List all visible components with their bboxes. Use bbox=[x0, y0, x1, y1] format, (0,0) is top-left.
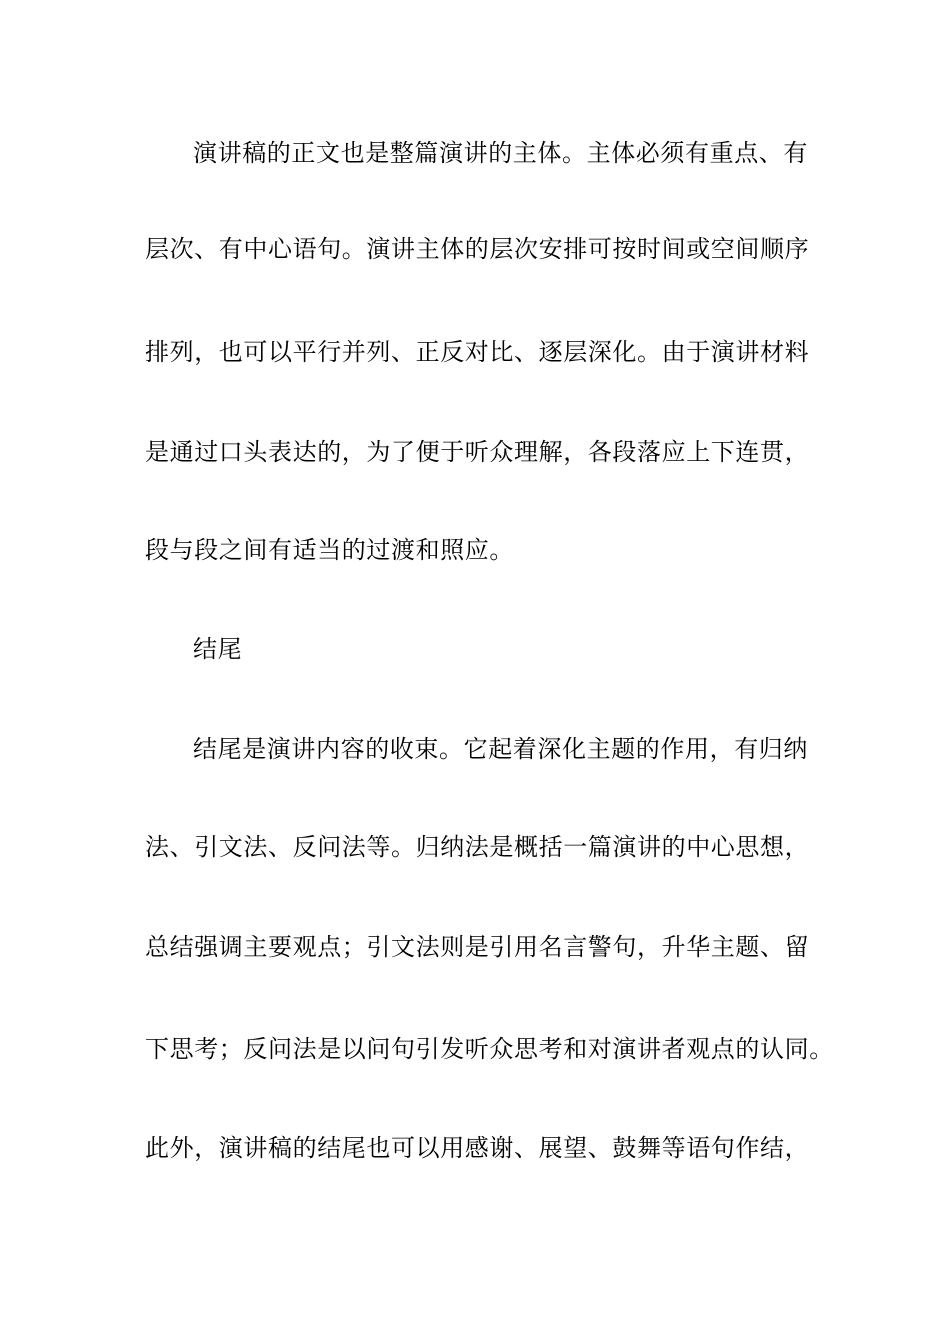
paragraph-body-line-4: 是通过口头表达的，为了便于听众理解，各段落应上下连贯， bbox=[145, 438, 810, 466]
paragraph-ending-line-4: 下思考；反问法是以问句引发听众思考和对演讲者观点的认同。 bbox=[145, 1035, 834, 1063]
paragraph-body-line-3: 排列，也可以平行并列、正反对比、逐层深化。由于演讲材料 bbox=[145, 338, 810, 366]
paragraph-ending-line-2: 法、引文法、反问法等。归纳法是概括一篇演讲的中心思想， bbox=[145, 833, 810, 861]
paragraph-body-line-1: 演讲稿的正文也是整篇演讲的主体。主体必须有重点、有 bbox=[193, 139, 808, 167]
paragraph-ending-line-5: 此外，演讲稿的结尾也可以用感谢、展望、鼓舞等语句作结， bbox=[145, 1134, 810, 1162]
paragraph-body-line-5: 段与段之间有适当的过渡和照应。 bbox=[145, 536, 514, 564]
paragraph-ending-line-1: 结尾是演讲内容的收束。它起着深化主题的作用，有归纳 bbox=[193, 735, 808, 763]
paragraph-body-line-2: 层次、有中心语句。演讲主体的层次安排可按时间或空间顺序 bbox=[145, 235, 810, 263]
paragraph-ending-line-3: 总结强调主要观点；引文法则是引用名言警句，升华主题、留 bbox=[145, 933, 810, 961]
section-heading-ending: 结尾 bbox=[193, 635, 243, 663]
